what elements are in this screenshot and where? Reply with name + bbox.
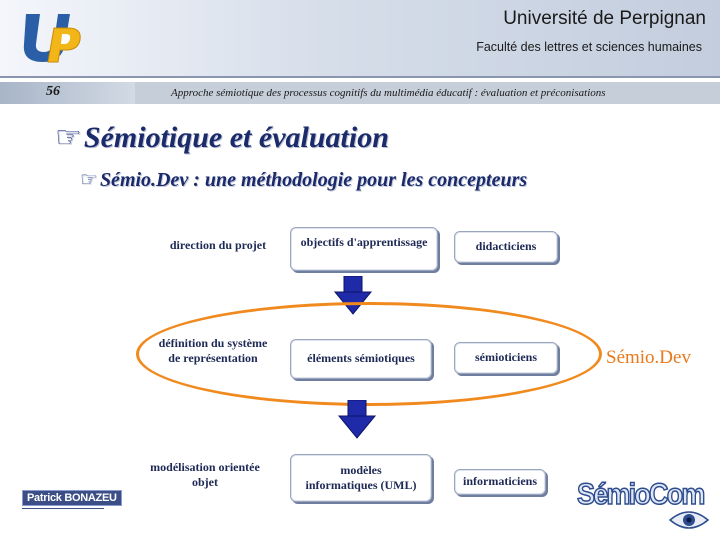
slide-title	[55, 120, 389, 155]
box-objectifs-label: objectifs d'apprentissage	[300, 235, 428, 249]
slide-number: 56	[46, 84, 60, 99]
header-divider	[0, 76, 720, 78]
university-name: Université de Perpignan	[503, 8, 706, 29]
role-label-modelisation: modélisation orientée objet	[150, 460, 260, 489]
box-modeles-label: modèles informatiques (UML)	[305, 463, 417, 492]
slide-number-bar	[0, 82, 135, 104]
role-label-definition: définition du système de représentation	[158, 336, 268, 365]
box-semioticiens-label: sémioticiens	[475, 350, 537, 364]
up-logo-icon	[16, 8, 86, 64]
author-underline	[22, 508, 104, 509]
box-modeles	[290, 454, 432, 502]
eye-icon	[668, 508, 710, 532]
semiodev-label: Sémio.Dev	[606, 347, 691, 368]
box-objectifs	[290, 227, 438, 271]
box-didacticiens-label: didacticiens	[475, 239, 537, 253]
box-informaticiens	[454, 469, 546, 495]
author-name: Patrick BONAZEU	[22, 490, 122, 506]
role-label-direction: direction du projet	[169, 238, 267, 252]
box-informaticiens-label: informaticiens	[463, 474, 537, 488]
slide-title-text: Sémiotique et évaluation	[83, 121, 389, 154]
box-elements-label: éléments sémiotiques	[307, 351, 415, 365]
slide-running-title: Approche sémiotique des processus cognitifs du multimédia éducatif : évaluation et préconisations	[171, 87, 606, 99]
slide-subheading-text: Sémio.Dev : une méthodologie pour les concepteurs	[99, 169, 528, 191]
slide-subheading	[80, 167, 527, 192]
faculty-name: Faculté des lettres et sciences humaines	[476, 40, 702, 54]
pointing-hand-icon: ☞	[55, 121, 82, 154]
box-didacticiens	[454, 231, 558, 263]
box-semioticiens	[454, 342, 558, 374]
box-elements	[290, 339, 432, 379]
pointing-hand-icon: ☞	[80, 169, 98, 191]
down-arrow-icon	[337, 400, 377, 440]
semiocom-logo-text: SémioCom	[577, 478, 704, 511]
